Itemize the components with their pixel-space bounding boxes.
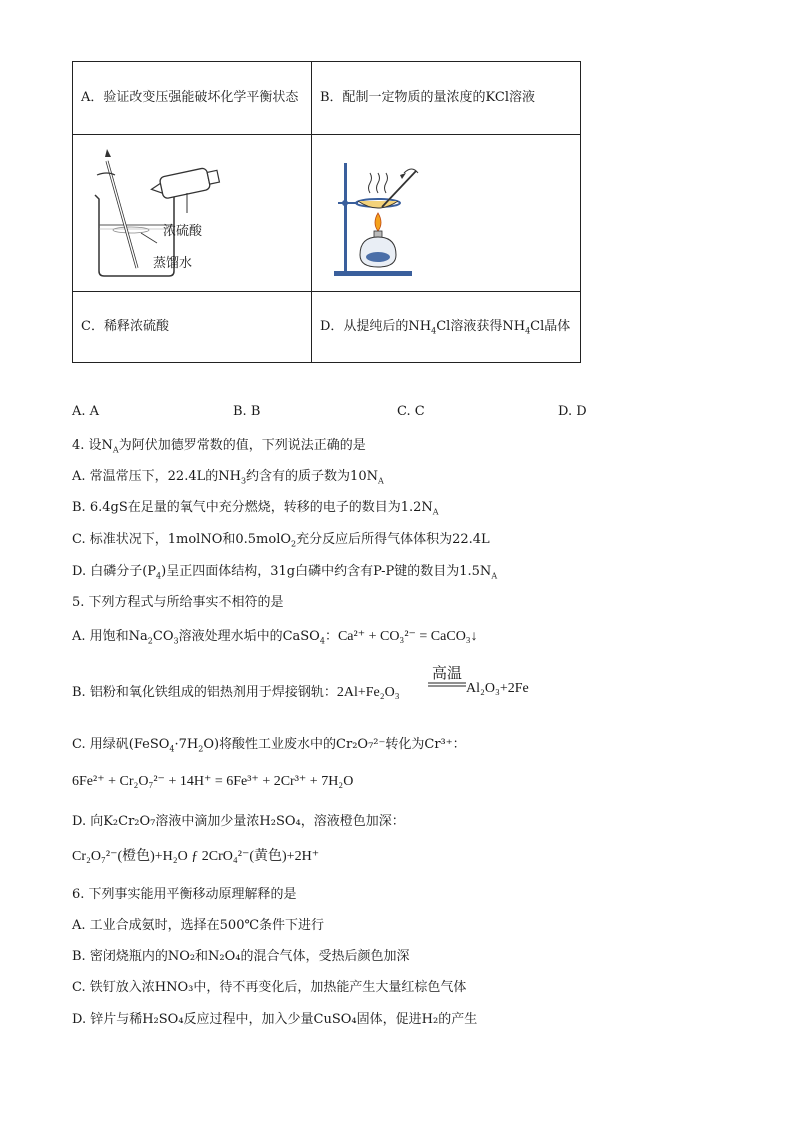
figure-c-cell <box>73 135 312 292</box>
q3-answer-b: B. B <box>233 404 261 419</box>
figure-d-cell <box>312 135 581 292</box>
q4-option-a: A. 常温常压下，22.4L的$NH_3$约含有的质子数为$10N_A$ <box>72 469 384 486</box>
option-a-label: A．验证改变压强能破坏化学平衡状态 <box>81 90 299 105</box>
option-d-label-pre: D．从提纯后的NH <box>320 319 432 334</box>
q5-stem: 5. 下列方程式与所给事实不相符的是 <box>72 595 284 610</box>
q5-option-d: D. 向K₂Cr₂O₇溶液中滴加少量浓H₂SO₄，溶液橙色加深： <box>72 814 405 829</box>
q3-answer-a: A. A <box>72 404 100 419</box>
q5-d-equation: Cr₂O₇²⁻(橙色)+H₂O ƒ 2CrO₄²⁻(黄色)+2H⁺ <box>72 849 320 864</box>
q5-option-a: A. 用饱和$Na_2CO_3$溶液处理水垢中的CaSO$_4$：Ca²⁺ + CO₃²⁻ = CaCO₃↓ <box>72 629 478 646</box>
q4-stem: 4. 设$N_A$为阿伏加德罗常数的值，下列说法正确的是 <box>72 438 366 455</box>
q6-option-a: A. 工业合成氨时，选择在500℃条件下进行 <box>72 918 325 933</box>
q5-b-condition: 高温 <box>432 666 463 682</box>
q5-option-b: B. 铝粉和氧化铁组成的铝热剂用于焊接钢轨：2Al+Fe₂O₃ <box>72 685 400 700</box>
q3-answer-d: D. D <box>558 404 587 419</box>
option-d-label-mid: Cl溶液获得NH <box>436 319 526 334</box>
label-distilled-water: 蒸馏水 <box>153 256 193 271</box>
q6-option-c: C. 铁钉放入浓HNO₃中，待不再变化后，加热能产生大量红棕色气体 <box>72 980 467 995</box>
figure-evaporation <box>320 143 520 283</box>
option-a-cell <box>73 62 312 135</box>
option-b-cell <box>312 62 581 135</box>
q6-stem: 6. 下列事实能用平衡移动原理解释的是 <box>72 887 297 902</box>
option-c-cell <box>73 292 312 363</box>
q4-option-c: C. 标准状况下，1molNO和0.5molO$_2$充分反应后所得气体体积为22.4L <box>72 532 490 549</box>
q5-a-equation: Ca²⁺ + CO₃²⁻ = CaCO₃↓ <box>337 629 478 644</box>
options-table <box>72 61 581 363</box>
option-c-label: C．稀释浓硫酸 <box>81 319 169 334</box>
q6-option-b: B. 密闭烧瓶内的NO₂和N₂O₄的混合气体，受热后颜色加深 <box>72 949 410 964</box>
q5-b-equals-sign <box>428 682 466 688</box>
option-d-cell: D．从提纯后的$NH_4Cl$溶液获得$NH_4Cl$晶体 <box>312 292 581 363</box>
option-b-label: B．配制一定物质的量浓度的KCl溶液 <box>320 90 536 105</box>
q4-option-b: B. 6.4gS在足量的氧气中充分燃烧，转移的电子的数目为$1.2N_A$ <box>72 500 439 517</box>
q5-b-equation-right: Al₂O₃+2Fe <box>466 681 529 696</box>
q3-answer-c: C. C <box>397 404 425 419</box>
q5-option-c: C. 用绿矾$(FeSO_4\cdot 7H_2O)$将酸性工业废水中的Cr₂O₇²⁻转化为Cr³⁺： <box>72 737 466 754</box>
q5-c-equation: 6Fe²⁺ + Cr₂O₇²⁻ + 14H⁺ = 6Fe³⁺ + 2Cr³⁺ + 7H₂O <box>72 774 354 789</box>
option-d-label-post: Cl晶体 <box>530 319 571 334</box>
q6-option-d: D. 锌片与稀H₂SO₄反应过程中，加入少量CuSO₄固体，促进H₂的产生 <box>72 1012 478 1027</box>
label-conc-sulfuric-acid: 浓硫酸 <box>163 224 203 239</box>
q4-option-d: D. 白磷分子$(P_4)$呈正四面体结构，31g白磷中约含有P-P键的数目为$1.5N_A$ <box>72 564 498 581</box>
